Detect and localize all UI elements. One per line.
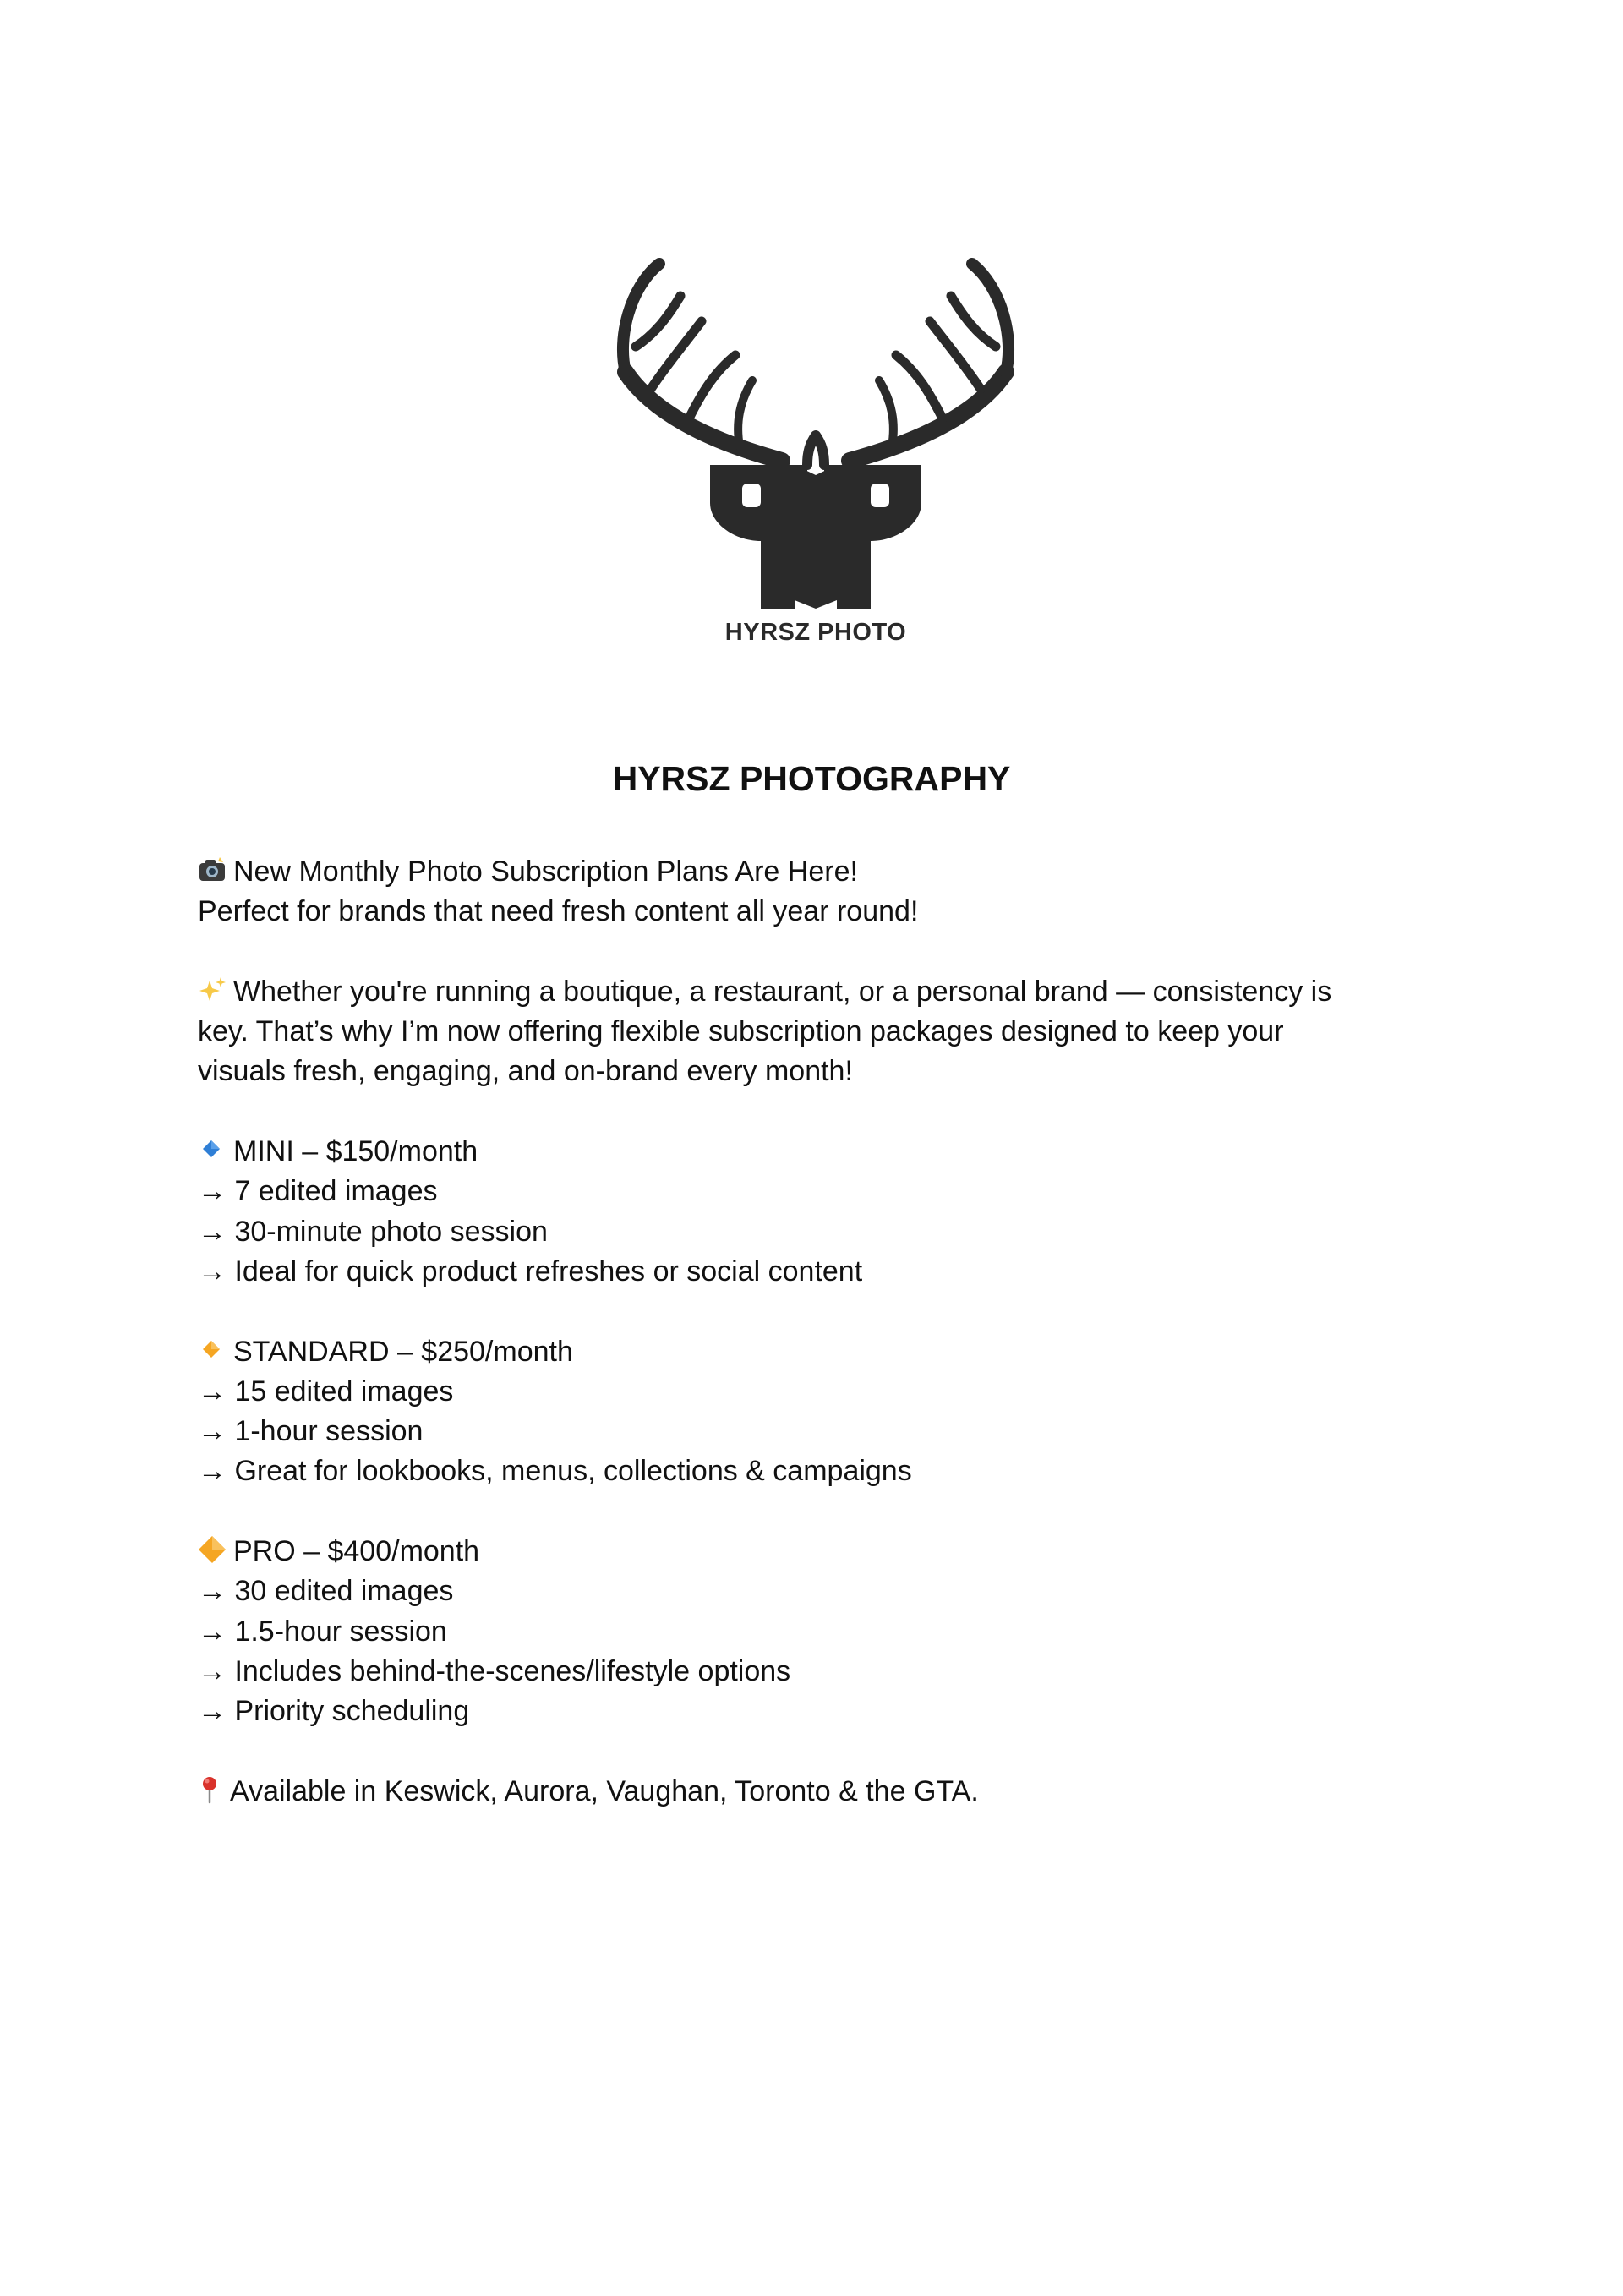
plan-pro-feature: → 1.5-hour session	[198, 1615, 447, 1648]
plan-mini-feature: → 30-minute photo session	[198, 1215, 548, 1248]
page-title: HYRSZ PHOTOGRAPHY	[612, 759, 1011, 798]
pitch-text-3: visuals fresh, engaging, and on-brand every month!	[198, 1055, 853, 1088]
round-pushpin-icon	[198, 1775, 230, 1804]
plan-standard-feature: → 1-hour session	[198, 1415, 424, 1448]
plan-standard-heading: STANDARD – $250/month	[233, 1335, 573, 1368]
pitch-text-1: Whether you're running a boutique, a restaurant, or a personal brand — consistency is	[233, 975, 1332, 1008]
large-orange-diamond-icon	[198, 1535, 233, 1564]
document-body	[198, 852, 1432, 1812]
intro-headline: New Monthly Photo Subscription Plans Are Here!	[233, 856, 858, 888]
plan-standard-feature: → 15 edited images	[198, 1375, 454, 1408]
intro-headline-line	[198, 852, 1432, 892]
logo-wordmark: HYRSZ PHOTO	[724, 619, 907, 646]
plan-mini-feature: → 7 edited images	[198, 1175, 438, 1208]
pitch-line-1	[198, 972, 1432, 1012]
plan-standard-feature: → Great for lookbooks, menus, collections & campaigns	[198, 1455, 912, 1488]
pitch-text-2: key. That’s why I’m now offering flexible subscription packages designed to keep your	[198, 1015, 1284, 1048]
plan-pro-heading-line	[198, 1532, 1432, 1572]
small-orange-diamond-icon	[198, 1336, 233, 1364]
plan-pro-feature: → Priority scheduling	[198, 1695, 470, 1728]
plan-pro-feature: → Includes behind-the-scenes/lifestyle options	[198, 1654, 791, 1687]
plan-mini-heading: MINI – $150/month	[233, 1135, 478, 1168]
antlers-hp-monogram-icon	[609, 254, 1023, 609]
camera-flash-icon	[198, 856, 233, 884]
plan-pro-heading: PRO – $400/month	[233, 1535, 480, 1568]
location-line	[198, 1772, 1432, 1812]
plan-mini-heading-line	[198, 1132, 1432, 1172]
intro-subline: Perfect for brands that need fresh content all year round!	[198, 895, 919, 928]
sparkles-icon	[198, 976, 233, 1004]
brand-logo	[609, 254, 1023, 668]
plan-mini-feature: → Ideal for quick product refreshes or social content	[198, 1255, 863, 1287]
location-text: Available in Keswick, Aurora, Vaughan, Toronto & the GTA.	[230, 1774, 979, 1807]
small-blue-diamond-icon	[198, 1135, 233, 1164]
plan-standard-heading-line	[198, 1332, 1432, 1372]
plan-pro-feature: → 30 edited images	[198, 1575, 454, 1608]
